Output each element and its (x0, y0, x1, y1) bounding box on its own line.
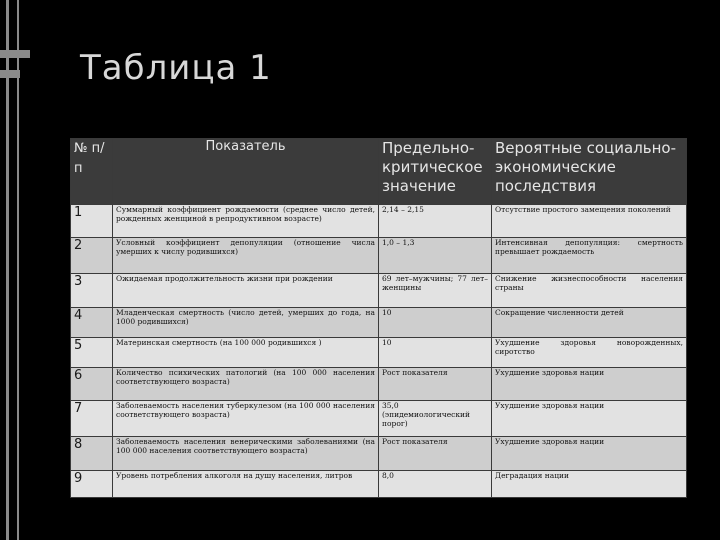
row-consequence: Ухудшение здоровья нации (492, 368, 687, 401)
deco-bar (0, 50, 30, 58)
row-critical-value: 10 (379, 338, 492, 368)
row-critical-value: Рост показателя (379, 368, 492, 401)
row-critical-value: 1,0 – 1,3 (379, 238, 492, 274)
row-indicator: Суммарный коэффициент рождаемости (среднее число детей, рожденных женщиной в репродуктивном возрасте) (113, 205, 379, 238)
table-row (71, 274, 687, 308)
row-critical-value: 8,0 (379, 471, 492, 498)
row-critical-value: 10 (379, 308, 492, 338)
row-consequence: Отсутствие простого замещения поколений (492, 205, 687, 238)
row-indicator: Уровень потребления алкоголя на душу населения, литров (113, 471, 379, 498)
header-num: № п/п (71, 139, 113, 205)
table-row (71, 401, 687, 437)
row-number: 4 (71, 308, 113, 338)
header-critical-value: Предельно-критическое значение (379, 139, 492, 205)
row-consequence: Ухудшение здоровья нации (492, 437, 687, 471)
table-row (71, 338, 687, 368)
row-consequence: Интенсивная депопуляция: смертность превышает рождаемость (492, 238, 687, 274)
row-indicator: Материнская смертность (на 100 000 родившихся ) (113, 338, 379, 368)
table-row (71, 437, 687, 471)
row-number: 5 (71, 338, 113, 368)
table-row (71, 471, 687, 498)
row-consequence: Деградация нации (492, 471, 687, 498)
row-indicator: Младенческая смертность (число детей, умерших до года, на 1000 родившихся) (113, 308, 379, 338)
header-consequences: Вероятные социально-экономические последствия (492, 139, 687, 205)
table-row (71, 238, 687, 274)
slide-title: Таблица 1 (80, 48, 272, 88)
deco-line (17, 0, 19, 540)
row-indicator: Условный коэффициент депопуляции (отношение числа умерших к числу родившихся) (113, 238, 379, 274)
row-consequence: Сокращение численности детей (492, 308, 687, 338)
row-indicator: Заболеваемость населения туберкулезом (на 100 000 населения соответствующего возраста) (113, 401, 379, 437)
row-indicator: Ожидаемая продолжительность жизни при рождении (113, 274, 379, 308)
table-row (71, 308, 687, 338)
row-critical-value: 69 лет–мужчины; 77 лет–женщины (379, 274, 492, 308)
row-consequence: Снижение жизнеспособности населения страны (492, 274, 687, 308)
row-consequence: Ухудшение здоровья новорожденных, сиротство (492, 338, 687, 368)
deco-line (6, 0, 9, 540)
row-number: 3 (71, 274, 113, 308)
row-number: 6 (71, 368, 113, 401)
row-number: 1 (71, 205, 113, 238)
row-indicator: Количество психических патологий (на 100 000 населения соответствующего возраста) (113, 368, 379, 401)
row-indicator: Заболеваемость населения венерическими заболеваниями (на 100 000 населения соответствующего возраста) (113, 437, 379, 471)
row-consequence: Ухудшение здоровья нации (492, 401, 687, 437)
slide-decoration (0, 0, 30, 540)
row-number: 7 (71, 401, 113, 437)
table-header-row (71, 139, 687, 205)
row-number: 2 (71, 238, 113, 274)
row-number: 8 (71, 437, 113, 471)
data-table (70, 138, 687, 498)
table-row (71, 368, 687, 401)
row-critical-value: 35,0 (эпидемиологический порог) (379, 401, 492, 437)
row-number: 9 (71, 471, 113, 498)
row-critical-value: Рост показателя (379, 437, 492, 471)
header-indicator: Показатель (113, 139, 379, 205)
table-row (71, 205, 687, 238)
row-critical-value: 2,14 – 2,15 (379, 205, 492, 238)
